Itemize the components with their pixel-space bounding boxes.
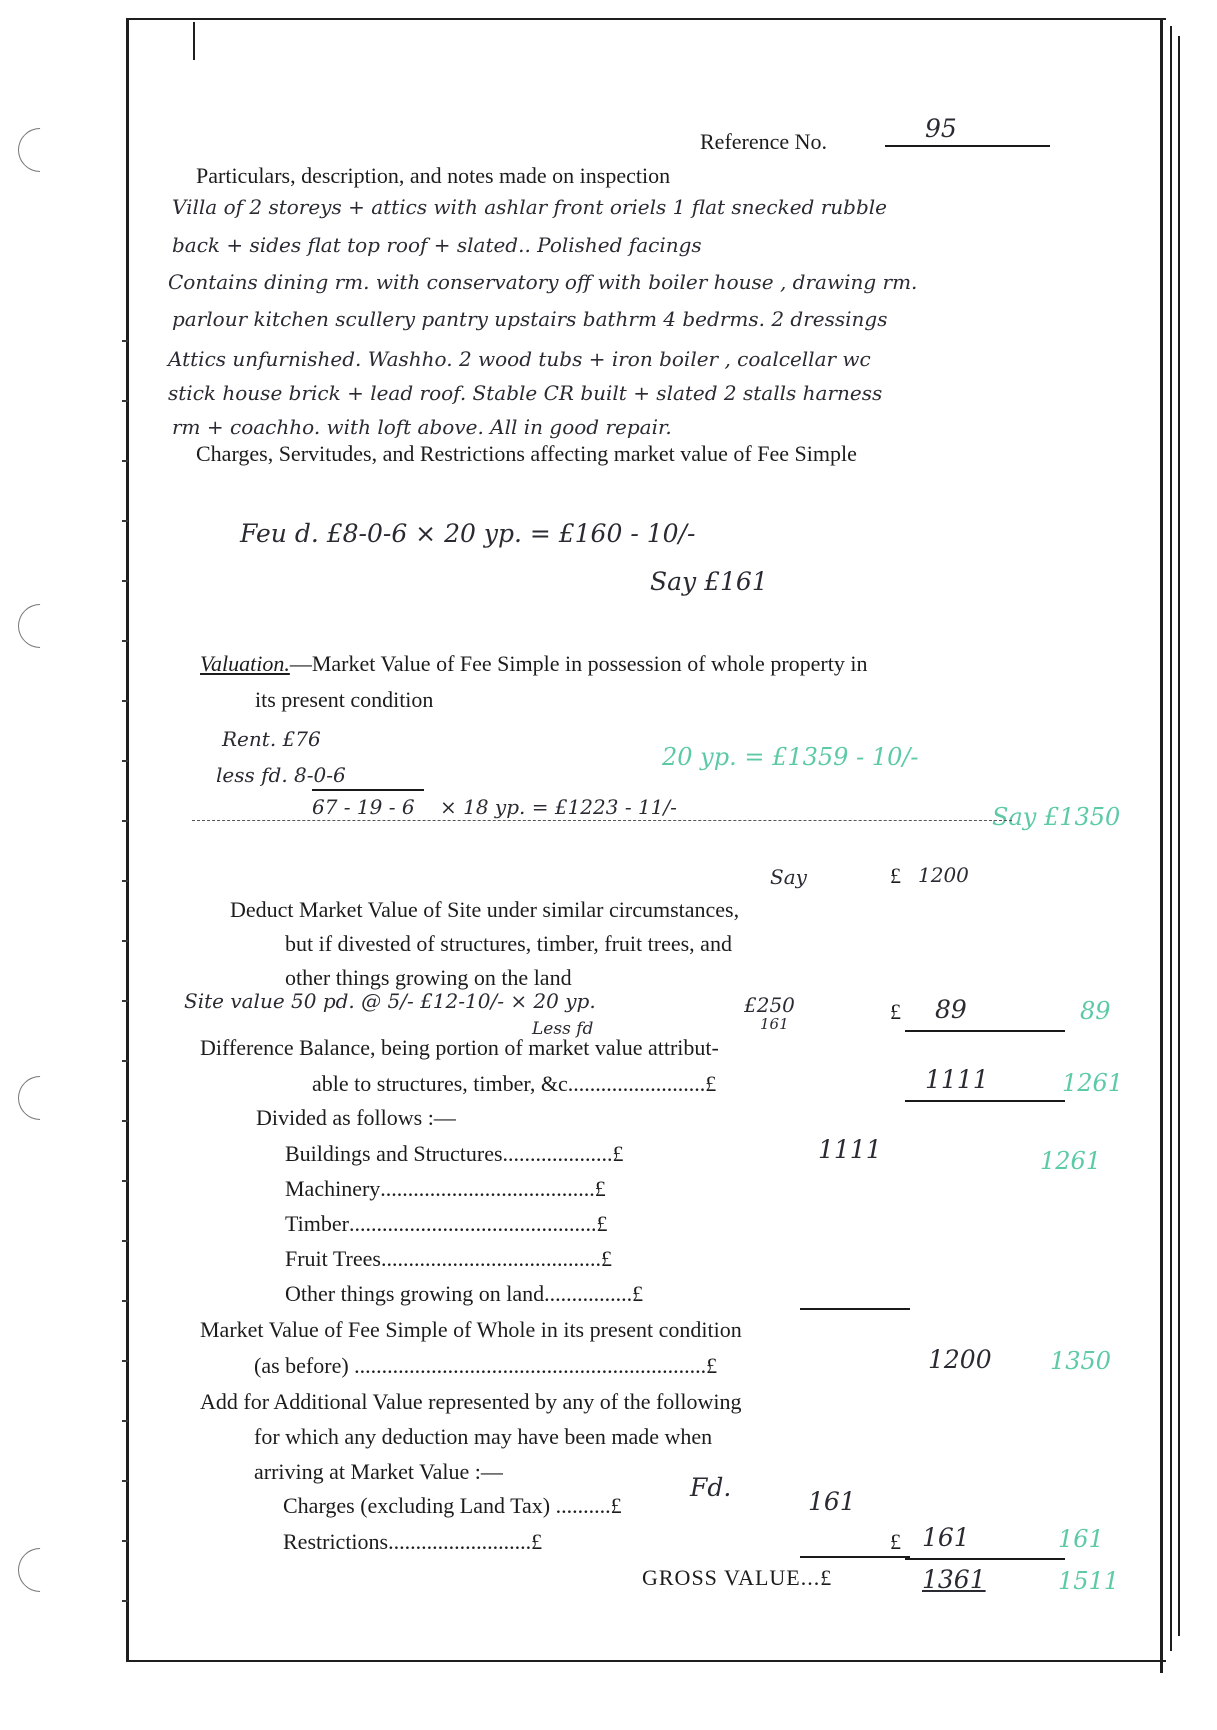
valuation-pound: £ [890, 863, 901, 888]
additional-line: Add for Additional Value represented by any of the following [200, 1389, 742, 1414]
reference-label: Reference No. [700, 129, 828, 154]
deduct-pound: £ [890, 999, 901, 1024]
leader-dots: ........................ [573, 1071, 706, 1096]
particulars-line: back + sides flat top roof + slated.. Polished facings [172, 233, 702, 257]
difference-pound: £ [705, 1071, 717, 1096]
deduct-value: 89 [935, 995, 967, 1024]
leader-dots: .......... [555, 1493, 611, 1518]
particulars-line: Attics unfurnished. Washho. 2 wood tubs + iron boiler , coalcellar wc [168, 347, 871, 371]
valuation-sum-line [312, 789, 424, 791]
gross-value: 1361 [922, 1565, 986, 1594]
difference-line2-text: able to structures, timber, &c. [312, 1071, 574, 1096]
additional-total-underline [905, 1558, 1065, 1560]
charges-item [283, 1494, 622, 1518]
charges-calc: Feu d. £8-0-6 × 20 yp. = £160 - 10/- [240, 519, 696, 548]
deduct-site-total: £250 [744, 993, 795, 1017]
valuation-green-say: Say £1350 [992, 803, 1121, 831]
leader-dots: ........................................ [380, 1246, 601, 1271]
difference-line1: Difference Balance, being portion of market value attribut- [200, 1035, 719, 1060]
difference-line2 [312, 1072, 716, 1096]
valuation-heading-line2: its present condition [255, 687, 434, 712]
binding-mark [193, 22, 195, 60]
particulars-line: parlour kitchen scullery pantry upstairs bathrm 4 bedrms. 2 dressings [172, 307, 888, 331]
punch-hole [9, 1539, 71, 1601]
divided-item-label [285, 1282, 643, 1306]
divided-item-pound: £ [632, 1281, 644, 1306]
difference-underline [905, 1100, 1065, 1102]
punch-hole [9, 595, 71, 657]
particulars-line: stick house brick + lead roof. Stable CR built + slated 2 stalls harness [168, 381, 883, 405]
market-whole-line2 [254, 1354, 717, 1378]
reference-value: 95 [925, 114, 957, 143]
divided-heading: Divided as follows :— [256, 1105, 456, 1130]
additional-line: arriving at Market Value :— [254, 1459, 503, 1484]
divided-item-pound: £ [594, 1176, 606, 1201]
deduct-line: Deduct Market Value of Site under similar circumstances, [230, 897, 740, 922]
deduct-site-sub: 161 [760, 1015, 789, 1033]
divided-underline [800, 1308, 910, 1310]
deduct-less-fd: Less fd [532, 1019, 594, 1039]
punch-hole [9, 1067, 71, 1129]
particulars-line: Contains dining rm. with conservatory off with boiler house , drawing rm. [168, 270, 918, 294]
valuation-dashed-rule [192, 820, 1012, 821]
additional-total-value: 161 [922, 1523, 970, 1552]
divided-item-text: Other things growing on land [285, 1281, 545, 1306]
valuation-value: 1200 [918, 863, 969, 887]
valuation-rent: Rent. £76 [222, 727, 321, 751]
charges-item-value: 161 [808, 1487, 856, 1516]
page-left-edge [126, 20, 129, 1660]
leader-dots: .................... [502, 1141, 613, 1166]
punch-hole [9, 119, 71, 181]
charges-item-label: Charges (excluding Land Tax) [283, 1493, 551, 1518]
page-bottom-edge [126, 1660, 1166, 1662]
valuation-net: 67 - 19 - 6 [312, 795, 415, 819]
particulars-heading: Particulars, description, and notes made on inspection [196, 163, 671, 188]
page-top-edge [126, 18, 1166, 20]
additional-total-green: 161 [1058, 1525, 1104, 1553]
valuation-green-calc: 20 yp. = £1359 - 10/- [662, 743, 919, 771]
gross-green: 1511 [1058, 1567, 1120, 1595]
leader-dots: .......................... [388, 1529, 532, 1554]
gross-pound: £ [820, 1565, 833, 1590]
valuation-less-fd: less fd. 8-0-6 [216, 763, 346, 787]
deduct-underline [905, 1030, 1065, 1032]
valuation-heading [200, 652, 867, 676]
particulars-line: Villa of 2 storeys + attics with ashlar front oriels 1 flat snecked rubble [172, 195, 887, 219]
market-whole-green: 1350 [1050, 1347, 1112, 1375]
divided-item-value: 1111 [818, 1135, 882, 1164]
charges-item-pound: £ [610, 1493, 622, 1518]
divided-item-label [285, 1177, 606, 1201]
restrictions-item [283, 1530, 542, 1554]
divided-item-text: Timber [285, 1211, 349, 1236]
divided-item-pound: £ [596, 1211, 608, 1236]
market-whole-value: 1200 [928, 1345, 992, 1374]
deduct-line: but if divested of structures, timber, fruit trees, and [285, 931, 732, 956]
difference-value: 1111 [925, 1065, 989, 1094]
market-whole-line2-text: (as before) .. [254, 1353, 366, 1378]
deduct-line: other things growing on the land [285, 965, 572, 990]
divided-item-text: Fruit Trees [285, 1246, 381, 1271]
divided-item-label [285, 1247, 612, 1271]
divided-item-label [285, 1212, 607, 1236]
divided-item-green: 1261 [1040, 1147, 1102, 1175]
page-right-edge-3 [1178, 36, 1180, 1636]
additional-line: for which any deduction may have been made when [254, 1424, 713, 1449]
deduct-site-calc: Site value 50 pd. @ 5/- £12-10/- × 20 yp. [184, 989, 596, 1013]
valuation-heading-rest: —Market Value of Fee Simple in possession of whole property in [289, 651, 868, 676]
leader-dots: ................ [544, 1281, 633, 1306]
page-right-edge-2 [1170, 26, 1172, 1651]
market-whole-line1: Market Value of Fee Simple of Whole in its present condition [200, 1317, 742, 1342]
market-whole-pound: £ [706, 1353, 718, 1378]
difference-green: 1261 [1062, 1069, 1124, 1097]
divided-item-label [285, 1142, 624, 1166]
gross-label: GROSS VALUE... [642, 1565, 821, 1590]
deduct-green: 89 [1080, 997, 1111, 1025]
divided-item-pound: £ [600, 1246, 612, 1271]
divided-item-pound: £ [612, 1141, 624, 1166]
divided-item-text: Machinery [285, 1176, 381, 1201]
charges-say: Say £161 [650, 567, 768, 596]
charges-item-note: Fd. [690, 1473, 732, 1502]
valuation-say: Say [770, 865, 807, 889]
reference-underline [885, 145, 1050, 147]
leader-dots: ............................................. [348, 1211, 597, 1236]
restrictions-underline [800, 1556, 910, 1558]
valuation-label: Valuation. [200, 651, 290, 676]
restrictions-item-pound: £ [531, 1529, 543, 1554]
valuation-net-calc: × 18 yp. = £1223 - 11/- [440, 795, 677, 819]
leader-dots: ....................................... [380, 1176, 595, 1201]
leader-dots: .............................................................. [365, 1353, 707, 1378]
particulars-line: rm + coachho. with loft above. All in good repair. [172, 415, 672, 439]
restrictions-item-label: Restrictions [283, 1529, 389, 1554]
charges-heading: Charges, Servitudes, and Restrictions affecting market value of Fee Simple [196, 441, 857, 466]
additional-total-pound: £ [890, 1529, 901, 1554]
gross-row [642, 1566, 832, 1590]
page-right-edge [1160, 18, 1163, 1673]
divided-item-text: Buildings and Structures [285, 1141, 503, 1166]
